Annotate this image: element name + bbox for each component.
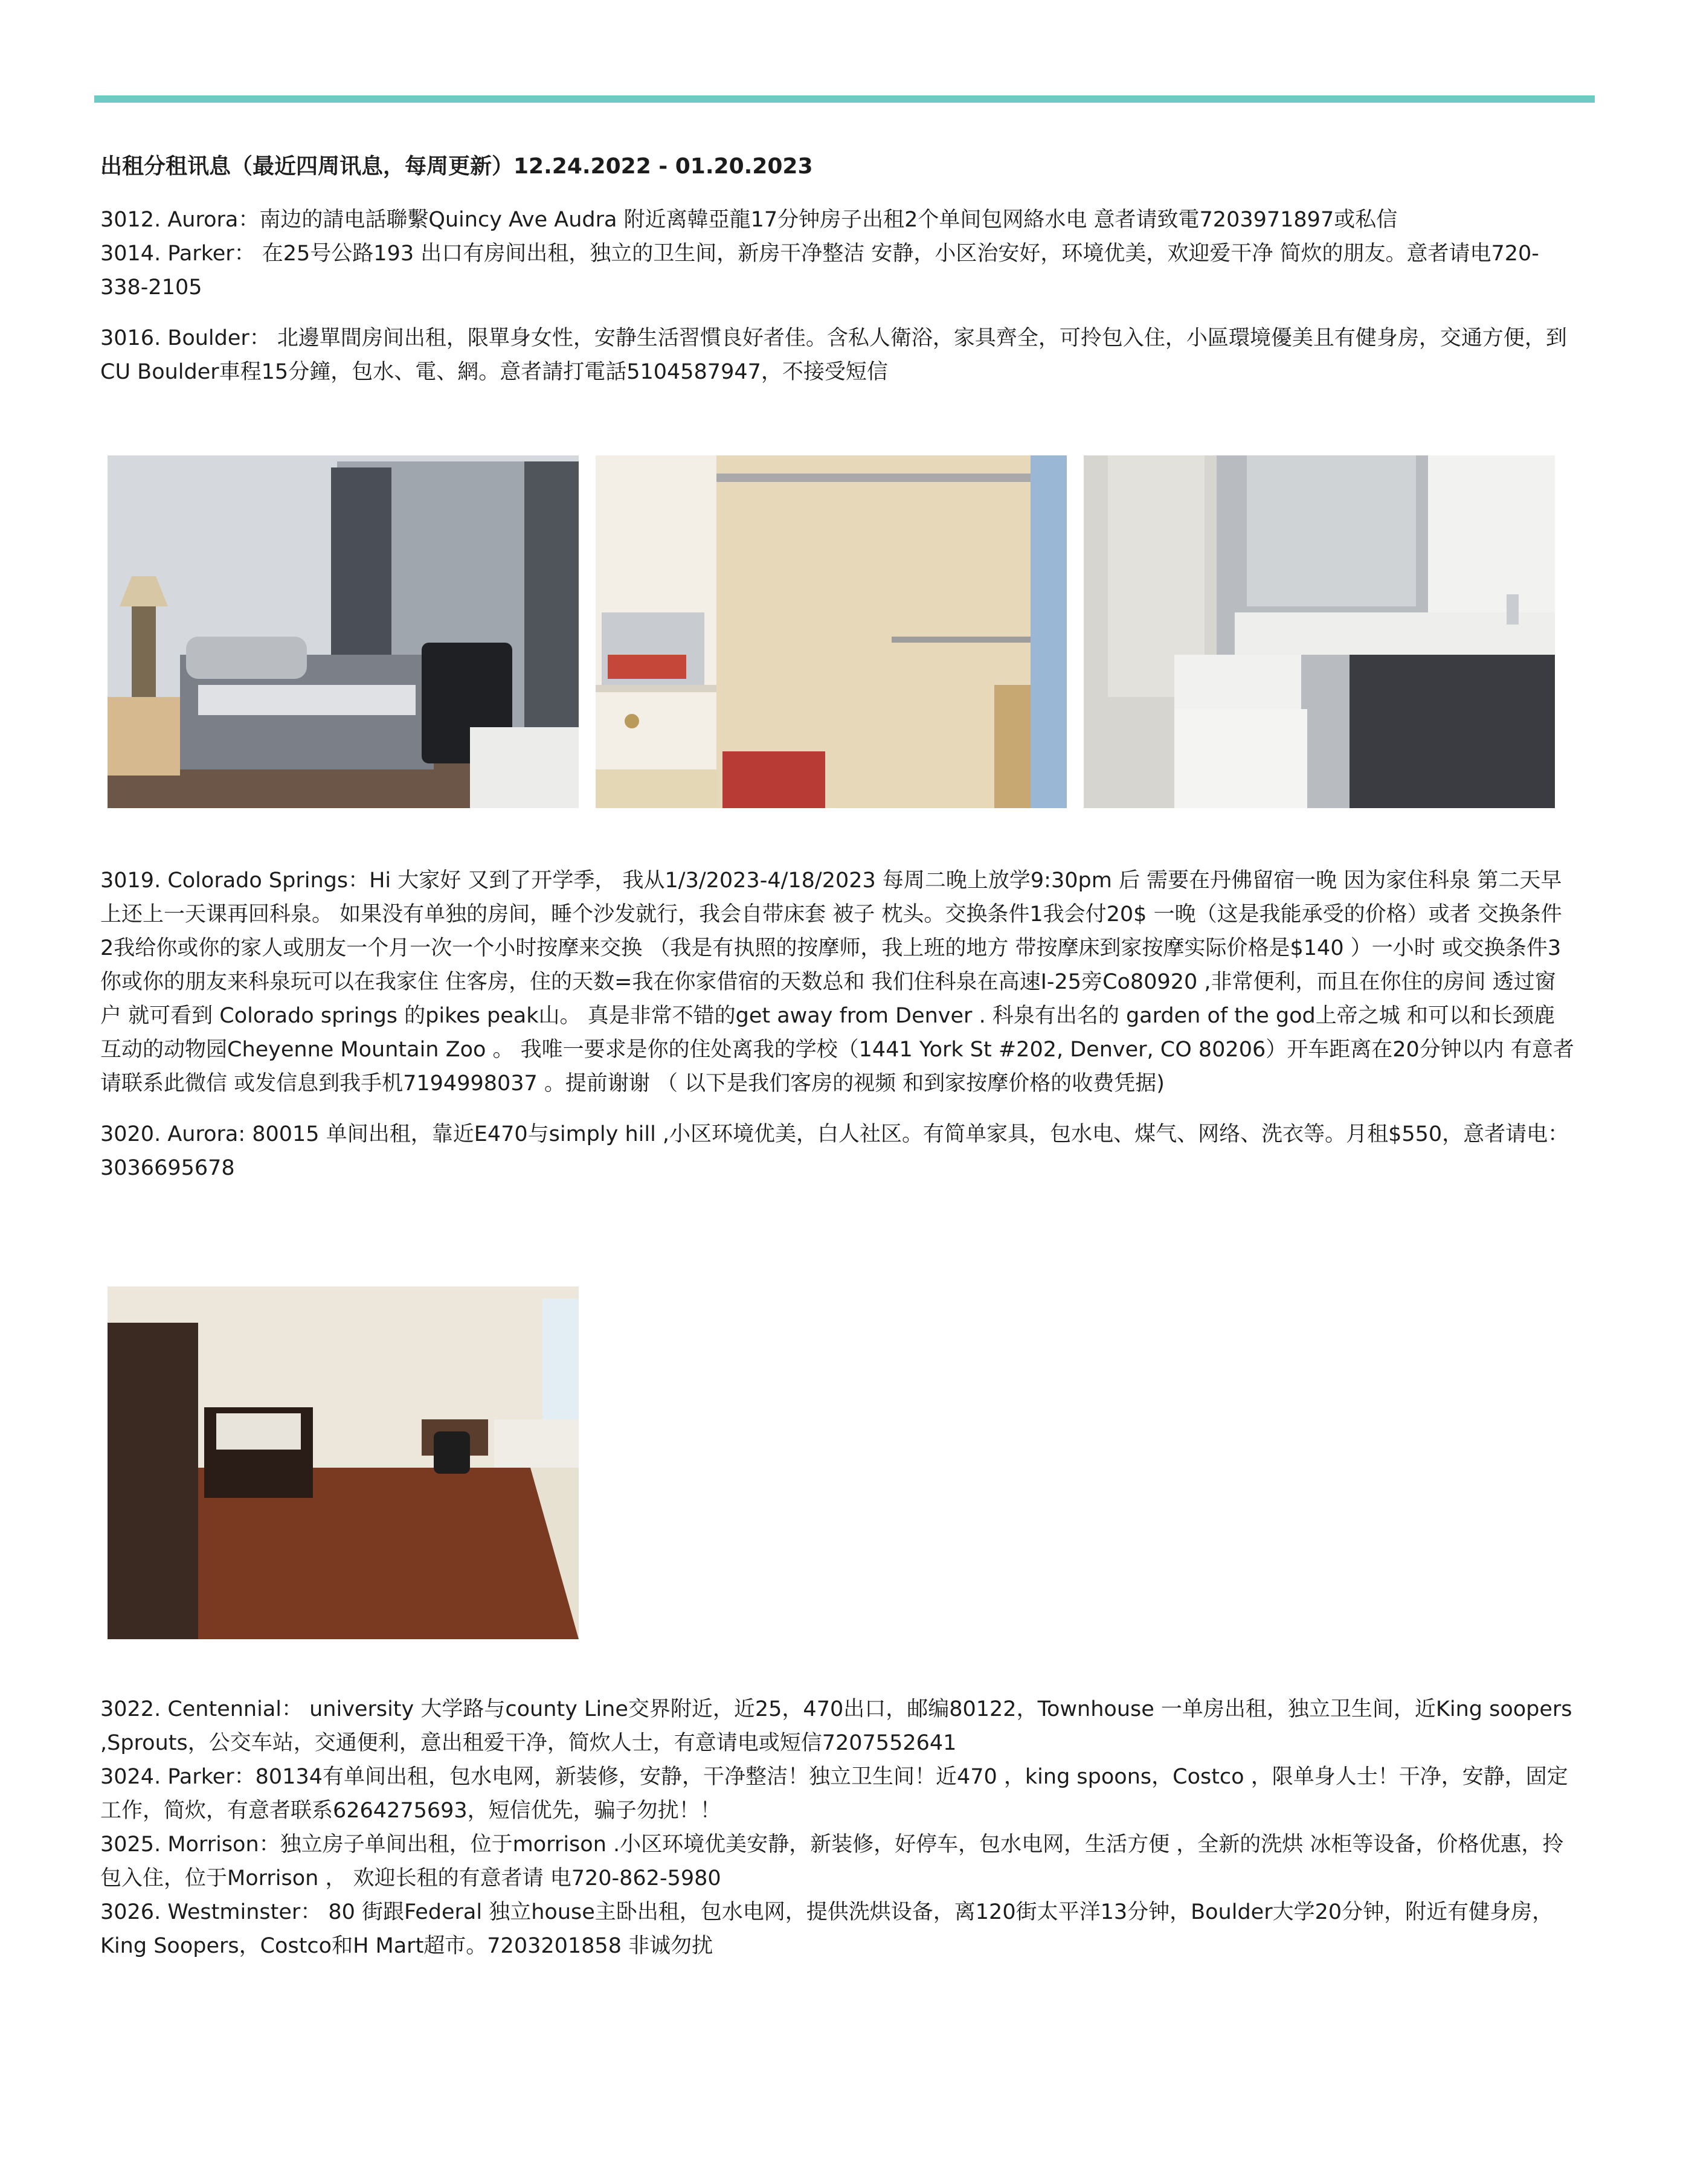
bathroom-photo [1084, 455, 1555, 808]
listing-3019: 3019. Colorado Springs：Hi 大家好 又到了开学季， 我从1/3/2023-4/18/2023 每周二晚上放学9:30pm 后 需要在丹佛留宿一晚 因为家住科泉 第二天早上还上一天课再回科泉。 如果没有单独的房间，睡个沙发就行，我会自带床套 被子 枕头。交换条件1我会付20$ 一晚（这是我能承受的价格）或者 交换条件2我给你或你的家人或朋友一个月一次一个小时按摩来交换 （我是有执照的按摩师，我上班的地方 带按摩床到家按摩实际价格是$140 ）一小时 或交换条件3 你或你的朋友来科泉玩可以在我家住 住客房，住的天数=我在你家借宿的天数总和 我们住科泉在高速I-25旁Co80920 ,非常便利，而且在你住的房间 透过窗户 就可看到 Colorado springs 的pikes peak山。 真是非常不错的get away from Denver . 科泉有出名的 garden of the god上帝之城 和可以和长颈鹿互动的动物园Cheyenne Mountain Zoo 。 我唯一要求是你的住处离我的学校（1441 York St #202, Denver, CO 80206）开车距离在20分钟以内 有意者请联系此微信 或发信息到我手机7194998037 。提前谢谢 （ 以下是我们客房的视频 和到家按摩价格的收费凭据) [100, 869, 1574, 1096]
closet-photo [596, 455, 1067, 808]
listing-3016: 3016. Boulder： 北邊單間房间出租，限單身女性，安静生活習慣良好者佳。含私人衛浴，家具齊全，可拎包入住，小區環境優美且有健身房，交通方便，到CU Boulder車程15分鐘，包水、電、網。意者請打電話5104587947，不接受短信 [100, 326, 1567, 384]
header-block [100, 149, 1574, 389]
listing-3026: 3026. Westminster： 80 街跟Federal 独立house主卧出租，包水电网，提供洗烘设备，离120街太平洋13分钟，Boulder大学20分钟，附近有健身房，King Soopers，Costco和H Mart超市。7203201858 非诚勿扰 [100, 1900, 1554, 1958]
listing-3012: 3012. Aurora：南边的請电話聯繫Quincy Ave Audra 附近离韓亞龍17分钟房子出租2个单间包网絡水电 意者请致電7203971897或私信 [100, 208, 1398, 232]
page-heading: 出租分租讯息（最近四周讯息，每周更新）12.24.2022 - 01.20.2023 [100, 154, 813, 179]
listing-3025: 3025. Morrison：独立房子单间出租，位于morrison .小区环境优美安静，新装修，好停车，包水电网，生活方便 ，全新的洗烘 冰柜等设备，价格优惠，拎包入住，位于Morrison ， 欢迎长租的有意者请 电720-862-5980 [100, 1832, 1564, 1890]
middle-block [100, 864, 1574, 1185]
photo-row-1 [108, 455, 1555, 808]
listing-3024: 3024. Parker：80134有单间出租，包水电网，新装修，安静，干净整洁！独立卫生间！近470 ，king spoons，Costco ，限单身人士！干净，安静，固定工作，简炊，有意者联系6264275693，短信优先，骗子勿扰！！ [100, 1765, 1568, 1823]
top-accent-rule [94, 95, 1595, 103]
room-photo [108, 1286, 579, 1639]
bottom-block [100, 1692, 1574, 1963]
bedroom-photo [108, 455, 579, 808]
photo-row-2 [108, 1286, 579, 1639]
listing-3022: 3022. Centennial： university 大学路与county Line交界附近，近25，470出口，邮编80122，Townhouse 一单房出租，独立卫生间，近King soopers ,Sprouts，公交车站，交通便利，意出租爱干净，简炊人士，有意请电或短信7207552641 [100, 1697, 1572, 1755]
listing-3014: 3014. Parker： 在25号公路193 出口有房间出租，独立的卫生间，新房干净整洁 安静，小区治安好，环境优美，欢迎爱干净 简炊的朋友。意者请电720-338-2105 [100, 242, 1539, 300]
listing-3020: 3020. Aurora: 80015 单间出租，靠近E470与simply hill ,小区环境优美，白人社区。有简单家具，包水电、煤气、网络、洗衣等。月租$550，意者请电：3036695678 [100, 1122, 1569, 1180]
